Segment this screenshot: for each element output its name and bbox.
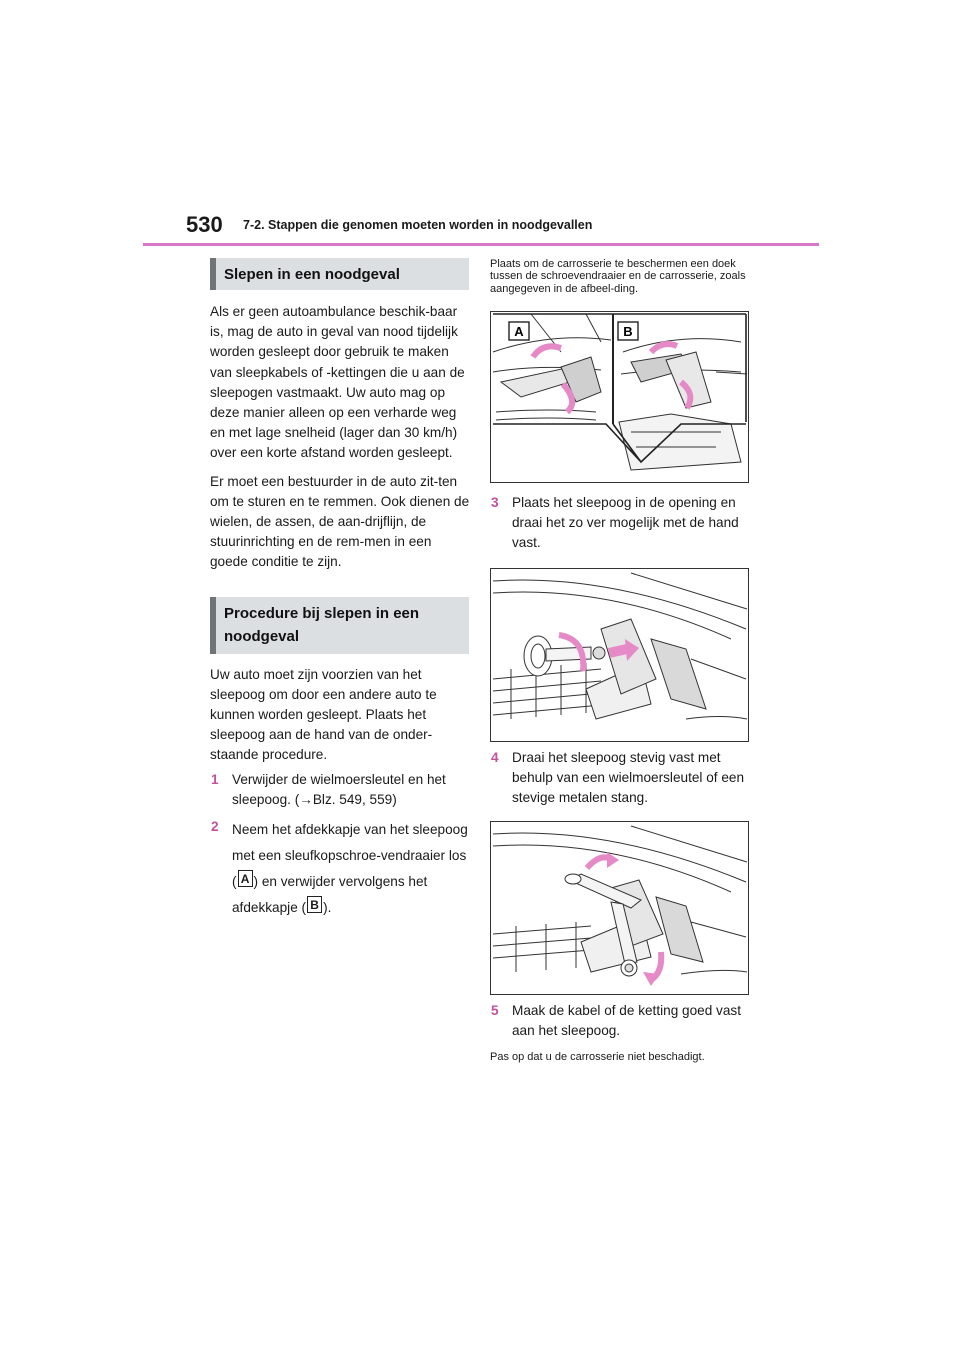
step-text: Neem het afdekkapje van het sleepoog met een sleufkopschroe-vendraaier los ( — [232, 822, 468, 890]
illustration-tighten-with-wrench — [491, 822, 748, 994]
step-2 — [210, 817, 470, 921]
step-1 — [210, 770, 470, 810]
step-text: Verwijder de wielmoersleutel en het sleepoog. (→Blz. 549, 559) — [232, 771, 446, 807]
step-text: ) en verwijder vervolgens het afdekkapje ( — [232, 874, 428, 916]
step-text: Maak de kabel of de ketting goed vast aan het sleepoog. — [512, 1003, 741, 1039]
step-text: Plaats het sleepoog in de opening en draai het zo ver mogelijk met de hand vast. — [512, 494, 739, 551]
illustration-insert-towing-eye — [491, 569, 748, 741]
header-rule — [143, 243, 819, 246]
label-a-box: A — [238, 870, 253, 887]
step-text: ). — [323, 900, 332, 916]
note-protect-body: Plaats om de carrosserie te beschermen een doek tussen de schroevendraaier en de carrosserie, zoals aangegeven in de afbeel-ding. — [490, 258, 746, 295]
figure-label-b: B — [623, 323, 633, 339]
left-column — [210, 258, 470, 921]
chapter-title: 7-2. Stappen die genomen moeten worden in noodgevallen — [243, 218, 593, 232]
step-number: 1 — [211, 771, 219, 787]
figure-label-a: A — [514, 323, 524, 339]
label-b-box: B — [307, 896, 322, 913]
section-heading-emergency-towing: Slepen in een noodgeval — [210, 258, 469, 290]
figure-tighten-towing-eye — [490, 821, 749, 995]
paragraph-procedure-intro: Uw auto moet zijn voorzien van het sleepoog om door een andere auto te kunnen worden gesleept. Plaats het sleepoog aan de hand van de onder-staande procedure. — [210, 666, 437, 763]
step-text: Draai het sleepoog stevig vast met behulp van een wielmoersleutel of een stevige metalen stang. — [512, 749, 745, 805]
paragraph-towing-intro: Als er geen autoambulance beschik-baar is, mag de auto in geval van nood tijdelijk worden gesleept door gebruik te maken van sleepkabels of -kettingen die u aan de sleepogen vastmaakt. Uw auto mag op deze manier alleen op een verharde weg en met lage snelheid (lager dan 30 km/h) over een korte afstand worden gesleept. — [210, 304, 465, 461]
step-5 — [490, 1001, 752, 1041]
step-3 — [490, 493, 752, 554]
page-number: 530 — [186, 212, 223, 237]
step-4 — [490, 748, 752, 809]
note-avoid-damage: Pas op dat u de carrosserie niet beschadigt. — [490, 1050, 705, 1063]
figure-insert-towing-eye — [490, 568, 749, 742]
step-number: 4 — [491, 749, 499, 765]
step-number: 3 — [491, 494, 499, 510]
paragraph-driver-required: Er moet een bestuurder in de auto zit-ten om te sturen en te remmen. Ook dienen de wielen, de assen, de aan-drijflijn, de stuurinrichting en de rem-men in een goede conditie te zijn. — [210, 473, 470, 570]
section-heading-towing-procedure: Procedure bij slepen in een noodgeval — [210, 597, 469, 654]
figure-remove-cover — [490, 311, 749, 483]
step-number: 2 — [211, 819, 219, 835]
illustration-cover-removal — [491, 312, 748, 482]
right-column — [490, 258, 752, 1063]
step-number: 5 — [491, 1003, 499, 1019]
